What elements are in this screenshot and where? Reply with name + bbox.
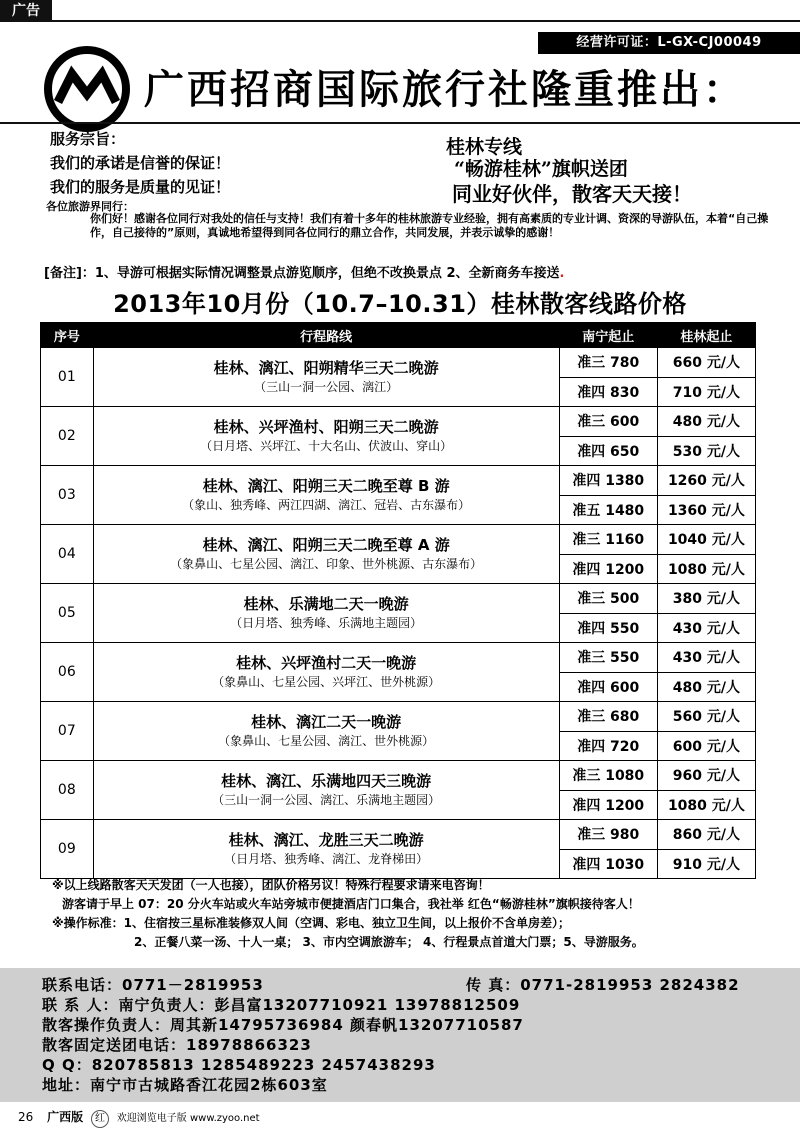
contact-person: 联 系 人：南宁负责人：彭昌富13207710921 13978812509 [42,996,521,1014]
nanning-price: 准四 830 [559,377,657,407]
table-row [41,702,756,732]
nanning-price: 准四 1200 [559,790,657,820]
route-title: 桂林、漓江、阳朔精华三天二晚游 [213,359,439,377]
headline: 广西招商国际旅行社隆重推出： [144,67,746,113]
route-number: 04 [41,525,94,584]
contact-ops: 散客操作负责人：周其新14795736984 颜春帆13207710587 [42,1016,524,1034]
promo-line-3: 同业好伙伴，散客天天接！ [452,182,692,206]
nanning-price: 准三 1160 [559,525,657,555]
guilin-price: 560 元/人 [657,702,755,732]
guilin-price: 480 元/人 [657,407,755,437]
remarks-red-dot: . [559,266,565,281]
guilin-price: 1360 元/人 [657,495,755,525]
table-row [41,820,756,850]
footnote-line-4: 2、正餐八菜一汤、十人一桌； 3、市内空调旅游车； 4、行程景点首道大门票；5、导游服务。 [134,935,644,949]
route-cell [93,407,559,466]
route-title: 桂林、漓江、阳朔三天二晚至尊 B 游 [202,477,450,495]
guilin-price: 530 元/人 [657,436,755,466]
peers-greeting: 各位旅游界同行： [46,200,134,213]
nanning-price: 准三 600 [559,407,657,437]
guilin-price: 600 元/人 [657,731,755,761]
table-row [41,348,756,378]
guilin-price: 1260 元/人 [657,466,755,496]
route-title: 桂林、兴坪渔村、阳朔三天二晚游 [213,418,439,436]
guilin-price: 710 元/人 [657,377,755,407]
route-cell [93,348,559,407]
footnote-line-1: ※以上线路散客天天发团（一人也接），团队价格另议！特殊行程要求请来电咨询！ [52,878,490,892]
route-title: 桂林、漓江、乐满地四天三晚游 [221,772,432,790]
table-row [41,643,756,673]
guilin-price: 1080 元/人 [657,790,755,820]
ad-label: 广告 [0,0,52,22]
table-row [41,407,756,437]
nanning-price: 准三 680 [559,702,657,732]
remarks [44,262,564,281]
table-body [41,348,756,879]
route-number: 06 [41,643,94,702]
header-route: 行程路线 [93,323,559,348]
table-header-row [41,323,756,348]
nanning-price: 准三 1080 [559,761,657,791]
nanning-price: 准四 1380 [559,466,657,496]
guilin-price: 910 元/人 [657,849,755,879]
top-rule [52,20,800,22]
route-title: 桂林、兴坪渔村二天一晚游 [236,654,417,672]
route-cell [93,702,559,761]
guilin-price: 430 元/人 [657,613,755,643]
table-row [41,584,756,614]
route-number: 09 [41,820,94,879]
footnotes [52,876,792,952]
route-number: 08 [41,761,94,820]
nanning-price: 准四 600 [559,672,657,702]
route-cell [93,525,559,584]
nanning-price: 准三 500 [559,584,657,614]
route-sites: （日月塔、独秀峰、漓江、龙脊梯田） [224,852,429,866]
header-no: 序号 [41,323,94,348]
guilin-price: 860 元/人 [657,820,755,850]
route-title: 桂林、漓江二天一晚游 [251,713,402,731]
website-text: 欢迎浏览电子版 www.zyoo.net [116,1113,260,1124]
nanning-price: 准四 720 [559,731,657,761]
nanning-price: 准三 780 [559,348,657,378]
nanning-price: 准三 980 [559,820,657,850]
route-number: 07 [41,702,94,761]
contact-phone: 联系电话：0771－2819953 [42,976,264,994]
nanning-price: 准四 650 [559,436,657,466]
motto-line-1: 我们的承诺是信誉的保证！ [50,154,231,172]
guilin-price: 480 元/人 [657,672,755,702]
nanning-price: 准四 1030 [559,849,657,879]
header-guilin: 桂林起止 [657,323,755,348]
contact-fax: 传 真：0771-2819953 2824382 [466,976,740,994]
route-number: 01 [41,348,94,407]
table-row [41,761,756,791]
route-cell [93,761,559,820]
guilin-price: 380 元/人 [657,584,755,614]
edition-badge-icon: 红 [91,1110,109,1128]
route-cell [93,466,559,525]
route-number: 02 [41,407,94,466]
remarks-text: [备注]：1、导游可根据实际情况调整景点游览顺序，但绝不改换景点 2、全新商务车接送 [44,266,560,281]
route-sites: （三山一洞一公园、漓江、乐满地主题园） [212,793,441,807]
page-number: 26 [18,1110,34,1124]
guilin-price: 660 元/人 [657,348,755,378]
header-rule [0,122,800,124]
route-price-table [40,322,756,879]
nanning-price: 准四 1200 [559,554,657,584]
route-sites: （日月塔、独秀峰、乐满地主题园） [230,616,423,630]
edition-label: 广西版 [47,1110,84,1124]
guilin-price: 1040 元/人 [657,525,755,555]
header-nanning: 南宁起止 [559,323,657,348]
route-title: 桂林、漓江、阳朔三天二晚至尊 A 游 [202,536,450,554]
guilin-price: 430 元/人 [657,643,755,673]
route-cell [93,820,559,879]
table-row [41,525,756,555]
route-cell [93,584,559,643]
nanning-price: 准五 1480 [559,495,657,525]
footnote-line-3: ※操作标准：1、住宿按三星标准装修双人间（空调、彩电、独立卫生间，以上报价不含单房差）； [52,916,571,930]
nanning-price: 准三 550 [559,643,657,673]
route-title: 桂林、漓江、龙胜三天二晚游 [228,831,424,849]
route-number: 05 [41,584,94,643]
price-title: 2013年10月份（10.7–10.31）桂林散客线路价格 [113,290,687,318]
route-sites: （象鼻山、七星公园、漓江、世外桃源） [218,734,435,748]
route-sites: （象鼻山、七星公园、兴坪江、世外桃源） [212,675,441,689]
page-footer [18,1108,260,1128]
promo-line-2: “畅游桂林”旗帜送团 [454,158,628,180]
route-cell [93,643,559,702]
route-sites: （三山一洞一公园、漓江） [254,380,399,394]
contact-fixed-phone: 散客固定送团电话：18978866323 [42,1036,312,1054]
guilin-price: 960 元/人 [657,761,755,791]
route-sites: （象山、独秀峰、两江四湖、漓江、冠岩、古东瀑布） [182,498,471,512]
contact-qq: Q Q：820785813 1285489223 2457438293 [42,1056,436,1074]
contact-address: 地址：南宁市古城路香江花园2栋603室 [42,1076,328,1094]
route-sites: （日月塔、兴坪江、十大名山、伏波山、穿山） [200,439,453,453]
footnote-line-2: 游客请于早上 07：20 分火车站或火车站旁城市便捷酒店门口集合，我社举 红色“畅游桂林”旗帜接待客人！ [62,897,640,911]
intro-paragraph: 你们好！感谢各位同行对我处的信任与支持！我们有着十多年的桂林旅游专业经验，拥有高素质的专业计调、资深的导游队伍，本着“自己操作，自己接待的”原则，真诚地希望得到同各位同行的鼎立合作，共同发展，并表示诚挚的感谢！ [90,212,769,239]
table-row [41,466,756,496]
nanning-price: 准四 550 [559,613,657,643]
promo-line-1: 桂林专线 [446,136,523,158]
company-logo-icon [44,46,130,132]
route-sites: （象鼻山、七星公园、漓江、印象、世外桃源、古东瀑布） [170,557,483,571]
motto-title: 服务宗旨： [50,130,126,148]
route-number: 03 [41,466,94,525]
guilin-price: 1080 元/人 [657,554,755,584]
motto-line-2: 我们的服务是质量的见证！ [50,178,231,196]
license-badge: 经营许可证：L-GX-CJ00049 [538,32,800,54]
route-title: 桂林、乐满地二天一晚游 [243,595,409,613]
